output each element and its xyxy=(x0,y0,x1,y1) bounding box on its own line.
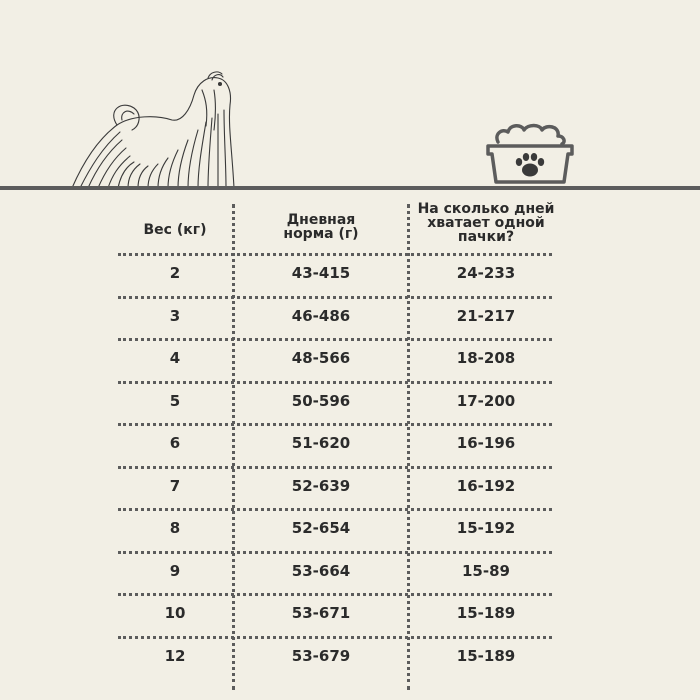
row-divider xyxy=(118,296,552,299)
cell-days: 16-192 xyxy=(456,476,516,495)
cell-days: 17-200 xyxy=(456,391,516,410)
cell-days: 24-233 xyxy=(456,264,516,282)
cell-daily: 46-486 xyxy=(291,306,351,325)
dog-illustration-icon xyxy=(62,70,238,190)
row-divider xyxy=(118,381,552,384)
cell-daily: 50-596 xyxy=(291,391,351,410)
header-daily xyxy=(235,213,407,241)
row-divider xyxy=(118,593,552,596)
cell-days: 15-192 xyxy=(456,519,516,537)
cell-daily: 53-671 xyxy=(291,604,351,622)
cell-days: 15-89 xyxy=(462,561,510,580)
header-weight: Вес (кг) xyxy=(143,222,207,238)
header-days-line: пачки? xyxy=(457,229,515,245)
paw-icon xyxy=(516,153,544,177)
header-daily-line: Дневная xyxy=(286,212,356,228)
cell-weight: 9 xyxy=(169,561,181,580)
cell-weight: 3 xyxy=(169,306,181,325)
cell-weight: 5 xyxy=(169,391,181,410)
row-divider xyxy=(118,508,552,511)
cell-weight: 6 xyxy=(169,434,181,452)
cell-daily: 43-415 xyxy=(291,264,351,282)
cell-daily: 53-664 xyxy=(291,561,351,580)
row-divider xyxy=(118,551,552,554)
row-divider xyxy=(118,253,552,256)
cell-daily: 52-654 xyxy=(291,519,351,537)
cell-days: 15-189 xyxy=(456,646,516,665)
cell-weight: 4 xyxy=(169,349,181,367)
cell-days: 15-189 xyxy=(456,604,516,622)
cell-days: 18-208 xyxy=(456,349,516,367)
row-divider xyxy=(118,423,552,426)
food-bowl-icon xyxy=(484,120,576,188)
cell-daily: 52-639 xyxy=(291,476,351,495)
cell-weight: 10 xyxy=(164,604,186,622)
header-daily-line: норма (г) xyxy=(283,226,359,242)
cell-daily: 48-566 xyxy=(291,349,351,367)
cell-weight: 7 xyxy=(169,476,181,495)
cell-days: 16-196 xyxy=(456,434,516,452)
cell-weight: 12 xyxy=(164,646,186,665)
cell-days: 21-217 xyxy=(456,306,516,325)
header-days-line: На сколько дней xyxy=(417,201,555,217)
row-divider xyxy=(118,466,552,469)
cell-daily: 53-679 xyxy=(291,646,351,665)
header-days-line: хватает одной xyxy=(427,215,545,231)
row-divider xyxy=(118,636,552,639)
header-days xyxy=(410,202,562,244)
cell-daily: 51-620 xyxy=(291,434,351,452)
row-divider xyxy=(118,338,552,341)
cell-weight: 2 xyxy=(169,264,181,282)
cell-weight: 8 xyxy=(169,519,181,537)
feeding-table xyxy=(0,190,700,700)
header-illustration xyxy=(0,0,700,195)
